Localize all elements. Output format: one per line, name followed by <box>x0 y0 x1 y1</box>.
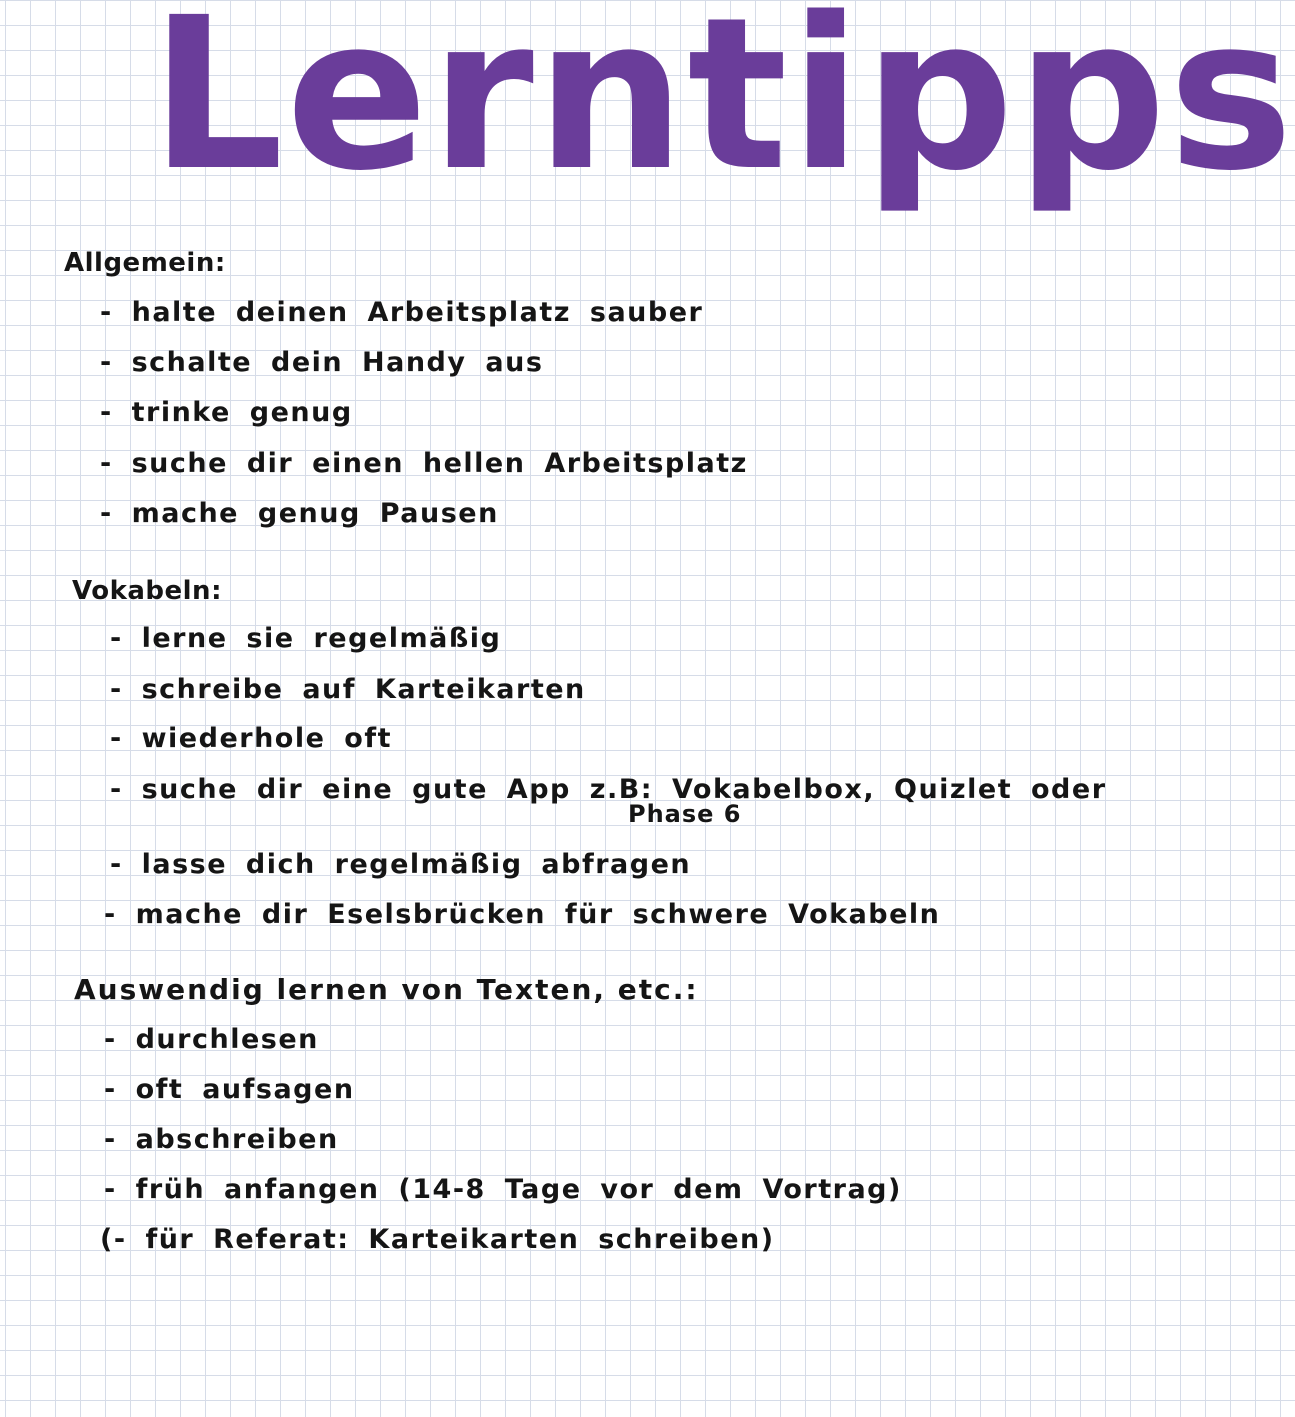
list-item: - suche dir einen hellen Arbeitsplatz <box>100 448 748 479</box>
list-item: - durchlesen <box>104 1024 319 1055</box>
list-item-continuation: Phase 6 <box>628 800 742 828</box>
list-item: - schalte dein Handy aus <box>100 347 544 378</box>
list-item: - lasse dich regelmäßig abfragen <box>110 849 692 880</box>
list-item: - wiederhole oft <box>110 723 393 754</box>
list-item: - trinke genug <box>100 397 353 428</box>
section-heading-auswendig: Auswendig lernen von Texten, etc.: <box>74 973 699 1006</box>
page-title: Lerntipps <box>150 0 1295 217</box>
list-item: - schreibe auf Karteikarten <box>110 674 586 705</box>
list-item: - suche dir eine gute App z.B: Vokabelbox, Quizlet oder <box>110 774 1107 805</box>
list-item: - mache genug Pausen <box>100 498 499 529</box>
section-heading-vokabeln: Vokabeln: <box>72 576 222 606</box>
list-item: - mache dir Eselsbrücken für schwere Vokabeln <box>104 899 941 930</box>
list-item: - früh anfangen (14-8 Tage vor dem Vortrag) <box>104 1174 902 1205</box>
section-heading-allgemein: Allgemein: <box>64 248 226 278</box>
list-item: (- für Referat: Karteikarten schreiben) <box>100 1224 775 1255</box>
list-item: - oft aufsagen <box>104 1074 355 1105</box>
list-item: - lerne sie regelmäßig <box>110 623 502 654</box>
list-item: - abschreiben <box>104 1124 339 1155</box>
list-item: - halte deinen Arbeitsplatz sauber <box>100 297 704 328</box>
